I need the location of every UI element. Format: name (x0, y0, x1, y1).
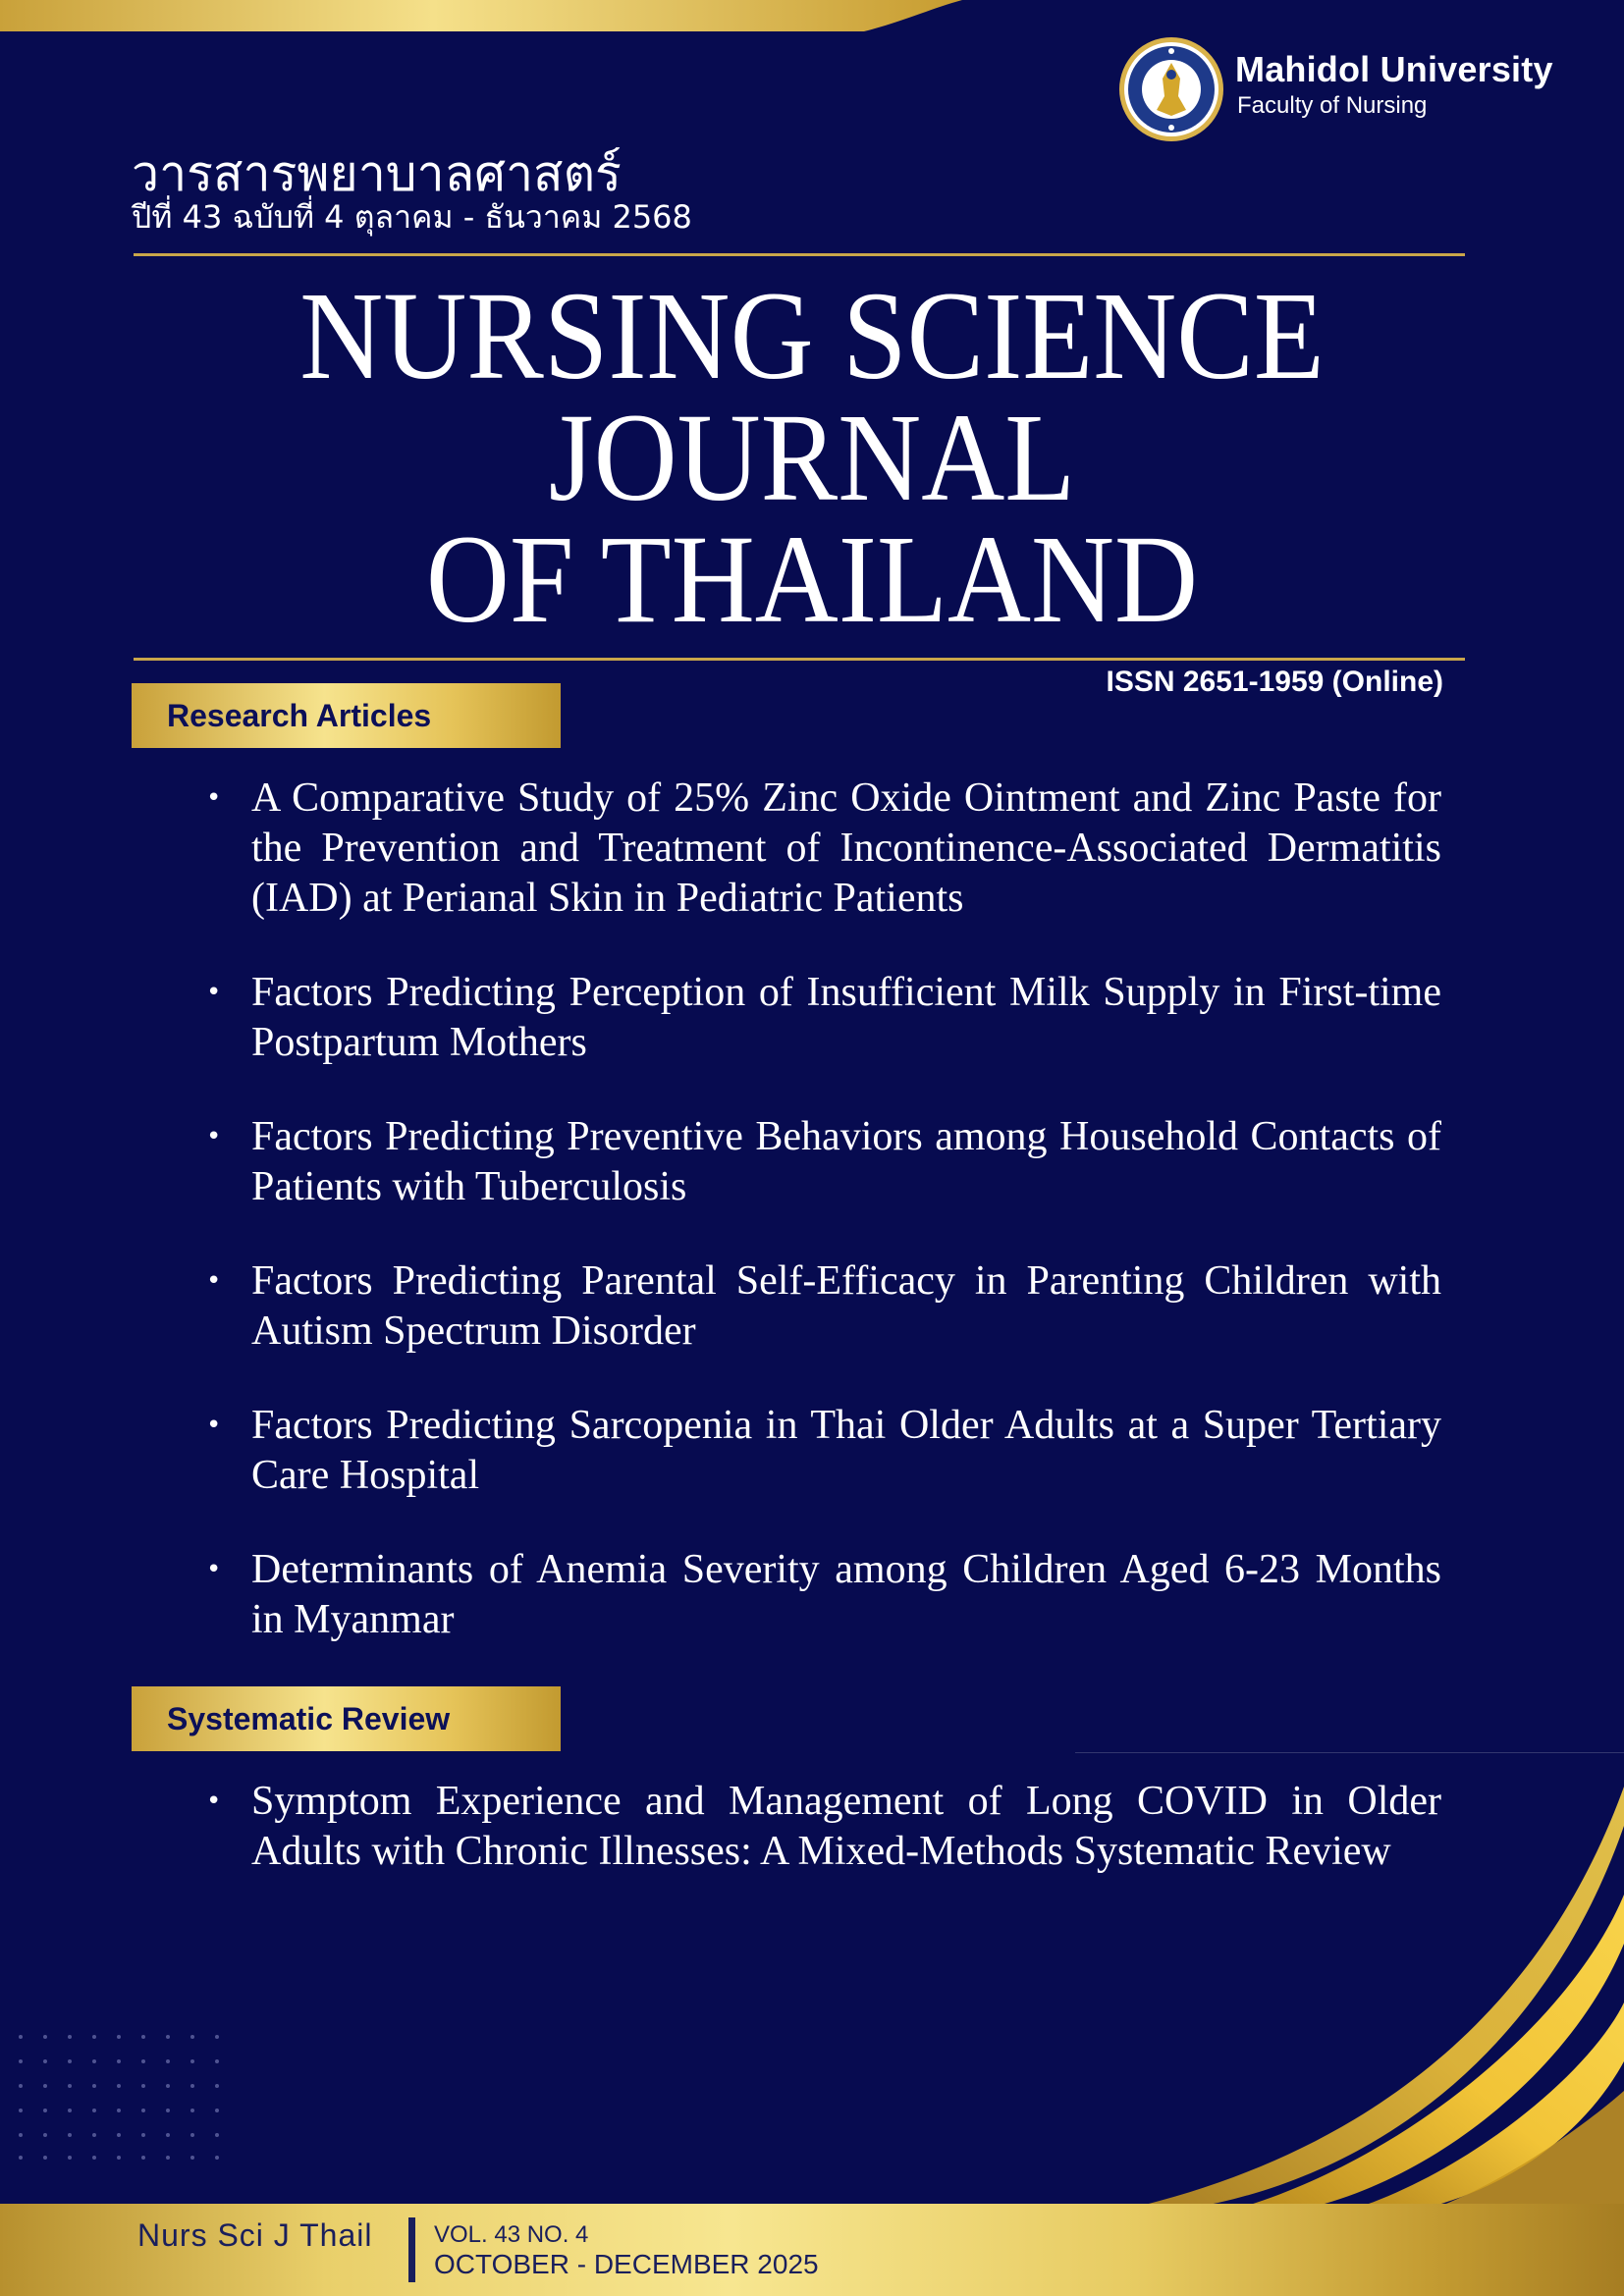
footer-band (0, 2204, 1624, 2296)
research-articles-list (206, 774, 1441, 1645)
university-logo (1117, 35, 1569, 143)
university-name: Mahidol University (1235, 49, 1553, 89)
top-gold-band (0, 0, 962, 31)
volume-number: VOL. 43 NO. 4 (434, 2221, 589, 2248)
research-articles-heading: Research Articles (132, 683, 561, 748)
thai-issue-info: ปีที่ 43 ฉบับที่ 4 ตุลาคม - ธันวาคม 2568 (132, 198, 692, 236)
list-item: • Factors Predicting Sarcopenia in Thai Older Adults at a Super Tertiary Care Hospital (206, 1401, 1441, 1501)
divider-bottom (134, 658, 1465, 661)
journal-abbreviation: Nurs Sci J Thail (137, 2217, 373, 2253)
journal-title-line-3: OF THAILAND (425, 509, 1199, 649)
university-seal-icon (1117, 35, 1225, 143)
issue-period: OCTOBER - DECEMBER 2025 (434, 2249, 819, 2279)
list-item: • Factors Predicting Parental Self-Efficacy in Parenting Children with Autism Spectrum Disorder (206, 1256, 1441, 1357)
footer-divider (408, 2217, 415, 2282)
systematic-review-heading: Systematic Review (132, 1686, 561, 1751)
gold-swoosh-decoration (982, 1747, 1624, 2209)
thai-journal-title: วารสารพยาบาลศาสตร์ (132, 145, 622, 202)
issn-number: ISSN 2651-1959 (Online) (1106, 666, 1443, 698)
dot-pattern-decoration (16, 2032, 222, 2160)
faculty-name: Faculty of Nursing (1237, 92, 1428, 119)
journal-title-line-1: NURSING SCIENCE (299, 266, 1325, 405)
list-item: • Determinants of Anemia Severity among Children Aged 6-23 Months in Myanmar (206, 1545, 1441, 1645)
list-item: • Symptom Experience and Management of Long COVID in Older Adults with Chronic Illnesses: A Mixed-Methods Systematic Review (206, 1777, 1441, 1877)
list-item: • A Comparative Study of 25% Zinc Oxide Ointment and Zinc Paste for the Prevention and Treatment of Incontinence-Associated Dermatitis (IAD) at Perianal Skin in Pediatric Patients (206, 774, 1441, 924)
list-item: • Factors Predicting Preventive Behaviors among Household Contacts of Patients with Tuberculosis (206, 1112, 1441, 1212)
list-item: • Factors Predicting Perception of Insufficient Milk Supply in First-time Postpartum Mothers (206, 968, 1441, 1068)
divider-top (134, 253, 1465, 256)
journal-title-line-2: JOURNAL (548, 388, 1076, 527)
